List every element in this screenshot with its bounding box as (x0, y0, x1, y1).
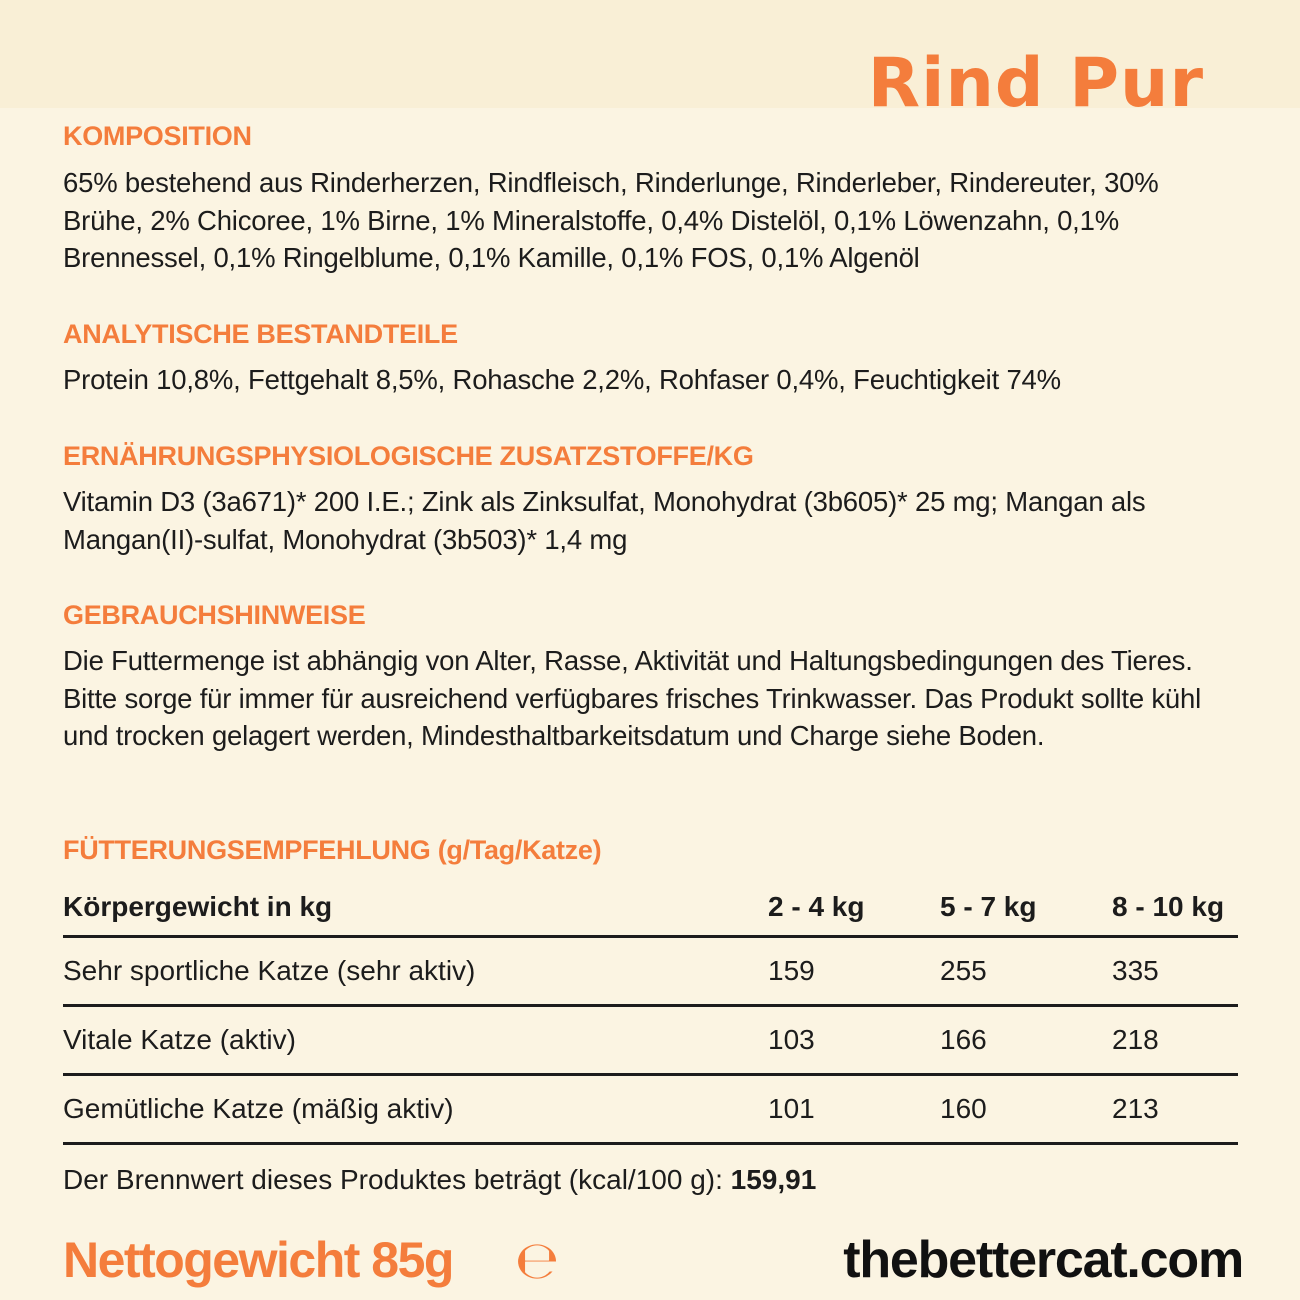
energy-label: Der Brennwert dieses Produktes beträgt (kcal/100 g): (63, 1164, 731, 1195)
additives-heading: ERNÄHRUNGSPHYSIOLOGISCHE ZUSATZSTOFFE/KG (63, 441, 754, 471)
table-cell: 103 (768, 1005, 940, 1074)
usage-heading: GEBRAUCHSHINWEISE (63, 600, 366, 630)
column-header-2-4kg: 2 - 4 kg (768, 880, 940, 936)
column-header-body-weight: Körpergewicht in kg (63, 880, 768, 936)
table-cell: 166 (940, 1005, 1112, 1074)
table-row (63, 1005, 1238, 1074)
column-header-5-7kg: 5 - 7 kg (940, 880, 1112, 936)
table-cell: 213 (1112, 1074, 1238, 1143)
table-cell: 160 (940, 1074, 1112, 1143)
table-cell: 255 (940, 936, 1112, 1005)
product-title: Rind Pur (867, 44, 1204, 123)
analytical-heading: ANALYTISCHE BESTANDTEILE (63, 319, 458, 349)
composition-text: 65% bestehend aus Rinderherzen, Rindfleisch, Rinderlunge, Rinderleber, Rindereuter, 30% Brühe, 2% Chicoree, 1% Birne, 1% Mineralstoffe, 0,4% Distelöl, 0,1% Löwenzahn, 0,1% Brennessel, 0,1% Ringelblume, 0,1% Kamille, 0,1% FOS, 0,1% Algenöl (63, 167, 1159, 273)
net-weight: Nettogewicht 85g (63, 1232, 453, 1288)
feeding-table (63, 880, 1238, 1145)
analytical-text: Protein 10,8%, Fettgehalt 8,5%, Rohasche 2,2%, Rohfaser 0,4%, Feuchtigkeit 74% (63, 364, 1061, 395)
feeding-heading: FÜTTERUNGSEMPFEHLUNG (g/Tag/Katze) (63, 835, 602, 865)
additives-text: Vitamin D3 (3a671)* 200 I.E.; Zink als Zinksulfat, Monohydrat (3b605)* 25 mg; Mangan als Mangan(II)-sulfat, Monohydrat (3b503)* 1,4 mg (63, 486, 1146, 555)
row-label: Sehr sportliche Katze (sehr aktiv) (63, 936, 768, 1005)
feeding-table-header (63, 880, 1238, 936)
table-cell: 101 (768, 1074, 940, 1143)
row-label: Gemütliche Katze (mäßig aktiv) (63, 1074, 768, 1143)
table-row (63, 1074, 1238, 1143)
table-cell: 218 (1112, 1005, 1238, 1074)
row-label: Vitale Katze (aktiv) (63, 1005, 768, 1074)
table-cell: 159 (768, 936, 940, 1005)
composition-heading: KOMPOSITION (63, 121, 252, 151)
table-row (63, 936, 1238, 1005)
table-cell: 335 (1112, 936, 1238, 1005)
energy-value: 159,91 (730, 1164, 817, 1195)
website-url[interactable]: thebettercat.com (843, 1231, 1243, 1289)
usage-text: Die Futtermenge ist abhängig von Alter, Rasse, Aktivität und Haltungsbedingungen des Tieres. Bitte sorge für immer für ausreichend verfügbares frisches Trinkwasser. Das Produkt sollte kühl und trocken gelagert werden, Mindesthaltbarkeitsdatum und Charge siehe Boden. (63, 645, 1202, 751)
column-header-8-10kg: 8 - 10 kg (1112, 880, 1238, 936)
estimated-sign-icon: ℮ (515, 1231, 560, 1291)
energy-statement (63, 1162, 816, 1198)
